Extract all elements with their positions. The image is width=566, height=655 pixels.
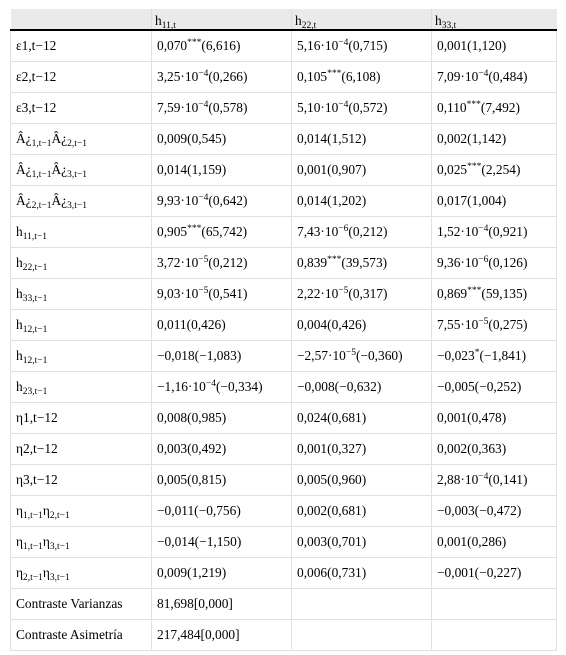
- h11-cell: [152, 93, 292, 124]
- cell-text: −0,005(−0,252): [437, 379, 522, 394]
- cell-text: 0,005(0,815): [157, 472, 227, 487]
- h11-cell: [152, 186, 292, 217]
- h11-cell: [152, 465, 292, 496]
- cell-text: 5,16·10: [297, 38, 339, 53]
- h33-cell: [432, 341, 557, 372]
- cell-text: ε3,t−12: [16, 100, 57, 115]
- subscript-text: 2,t−1: [49, 511, 70, 521]
- table-row: [11, 217, 557, 248]
- cell-text: 2,22·10: [297, 286, 339, 301]
- cell-text: 0,001(0,327): [297, 441, 367, 456]
- cell-text: 0,002(0,681): [297, 503, 367, 518]
- table-row: [11, 465, 557, 496]
- row-label-cell: [11, 620, 152, 651]
- table-row: [11, 341, 557, 372]
- h33-cell: [432, 496, 557, 527]
- h33-cell: [432, 434, 557, 465]
- cell-text: 0,070: [157, 38, 188, 53]
- cell-text: 7,09·10: [437, 69, 479, 84]
- table-row: [11, 186, 557, 217]
- superscript-text: ***: [187, 38, 202, 48]
- h22-cell: [292, 62, 432, 93]
- cell-text: (−1,841): [479, 348, 527, 363]
- cell-text: h: [16, 379, 23, 394]
- cell-text: 9,93·10: [157, 193, 199, 208]
- cell-text: (−0,360): [355, 348, 403, 363]
- cell-text: −2,57·10: [297, 348, 346, 363]
- h11-cell: [152, 372, 292, 403]
- cell-text: 0,003(0,701): [297, 534, 367, 549]
- table-row: [11, 62, 557, 93]
- superscript-text: ***: [327, 69, 342, 79]
- row-label-cell: [11, 434, 152, 465]
- cell-text: −0,018(−1,083): [157, 348, 242, 363]
- h33-cell: [432, 403, 557, 434]
- cell-text: (0,126): [488, 255, 528, 270]
- cell-text: (7,492): [480, 100, 520, 115]
- cell-text: Â¿: [51, 131, 68, 146]
- cell-text: 5,10·10: [297, 100, 339, 115]
- cell-text: (0,541): [208, 286, 248, 301]
- cell-text: η1,t−12: [16, 410, 58, 425]
- cell-text: 9,03·10: [157, 286, 199, 301]
- cell-text: (0,715): [348, 38, 388, 53]
- superscript-text: −6: [478, 255, 489, 265]
- cell-text: (0,921): [488, 224, 528, 239]
- header-cell-blank: [11, 9, 152, 30]
- cell-text: Â¿: [51, 193, 68, 208]
- superscript-text: ***: [187, 224, 202, 234]
- superscript-text: −5: [478, 317, 489, 327]
- h22-cell: [292, 186, 432, 217]
- cell-text: (0,572): [348, 100, 388, 115]
- row-label-cell: [11, 372, 152, 403]
- superscript-text: −4: [478, 224, 489, 234]
- subscript-text: 12,t−1: [22, 325, 48, 335]
- cell-text: 0,014(1,159): [157, 162, 227, 177]
- cell-text: η2,t−12: [16, 441, 58, 456]
- row-label-cell: [11, 465, 152, 496]
- cell-text: 0,025: [437, 162, 468, 177]
- superscript-text: ***: [467, 286, 482, 296]
- cell-text: 0,001(0,478): [437, 410, 507, 425]
- superscript-text: −6: [338, 224, 349, 234]
- h33-cell: [432, 589, 557, 620]
- h33-cell: [432, 30, 557, 62]
- subscript-text: 1,t−1: [31, 170, 52, 180]
- h22-cell: [292, 248, 432, 279]
- subscript-text: 1,t−1: [23, 542, 43, 552]
- row-label-cell: [11, 217, 152, 248]
- cell-text: (−0,334): [215, 379, 263, 394]
- table-body: [11, 30, 557, 651]
- h22-cell: [292, 465, 432, 496]
- cell-text: Â¿: [16, 193, 32, 208]
- h11-cell: [152, 403, 292, 434]
- h22-cell: [292, 496, 432, 527]
- h33-cell: [432, 62, 557, 93]
- cell-text: −1,16·10: [157, 379, 206, 394]
- superscript-text: −4: [338, 100, 349, 110]
- subscript-text: 33,t−1: [22, 294, 48, 304]
- h11-cell: [152, 589, 292, 620]
- table-row: [11, 310, 557, 341]
- cell-text: Â¿: [16, 131, 32, 146]
- h11-cell: [152, 62, 292, 93]
- row-label-cell: [11, 341, 152, 372]
- h11-cell: [152, 620, 292, 651]
- h22-cell: [292, 372, 432, 403]
- cell-text: 0,006(0,731): [297, 565, 367, 580]
- table-row: [11, 589, 557, 620]
- cell-text: Â¿: [51, 162, 68, 177]
- cell-text: 0,017(1,004): [437, 193, 507, 208]
- subscript-text: 3,t−1: [49, 573, 70, 583]
- cell-text: (6,616): [201, 38, 241, 53]
- cell-text: (0,275): [488, 317, 528, 332]
- subscript-text: 1,t−1: [23, 511, 43, 521]
- row-label-cell: [11, 279, 152, 310]
- row-label-cell: [11, 558, 152, 589]
- cell-text: 0,005(0,960): [297, 472, 367, 487]
- cell-text: Contraste Varianzas: [16, 596, 123, 611]
- h33-cell: [432, 527, 557, 558]
- superscript-text: −4: [478, 472, 489, 482]
- h11-cell: [152, 434, 292, 465]
- h33-cell: [432, 124, 557, 155]
- cell-text: −0,023: [437, 348, 475, 363]
- row-label-cell: [11, 155, 152, 186]
- subscript-text: 3,t−1: [67, 170, 87, 180]
- row-label-cell: [11, 527, 152, 558]
- cell-text: (39,573): [341, 255, 388, 270]
- cell-text: Contraste Asimetría: [16, 627, 123, 642]
- h11-cell: [152, 30, 292, 62]
- subscript-text: 1,t−1: [31, 139, 52, 149]
- cell-text: h: [16, 286, 23, 301]
- cell-text: 81,698[0,000]: [157, 596, 233, 611]
- cell-text: (0,266): [208, 69, 248, 84]
- h11-cell: [152, 155, 292, 186]
- table-row: [11, 558, 557, 589]
- h22-cell: [292, 589, 432, 620]
- h11-cell: [152, 124, 292, 155]
- cell-text: 0,002(0,363): [437, 441, 507, 456]
- cell-text: 0,009(0,545): [157, 131, 227, 146]
- cell-text: 0,869: [437, 286, 468, 301]
- cell-text: 217,484[0,000]: [157, 627, 240, 642]
- cell-text: (0,141): [488, 472, 528, 487]
- h22-cell: [292, 434, 432, 465]
- cell-text: −0,001(−0,227): [437, 565, 522, 580]
- cell-text: 0,009(1,219): [157, 565, 227, 580]
- cell-text: 0,002(1,142): [437, 131, 507, 146]
- h11-cell: [152, 248, 292, 279]
- cell-text: 1,52·10: [437, 224, 479, 239]
- h11-cell: [152, 310, 292, 341]
- subscript-text: 2,t−1: [67, 139, 87, 149]
- h33-cell: [432, 93, 557, 124]
- cell-text: 0,001(1,120): [437, 38, 507, 53]
- h22-cell: [292, 30, 432, 62]
- table-row: [11, 434, 557, 465]
- superscript-text: −4: [198, 100, 209, 110]
- cell-text: 0,008(0,985): [157, 410, 227, 425]
- cell-text: h: [16, 224, 23, 239]
- superscript-text: −4: [198, 193, 209, 203]
- subscript-text: 2,t−1: [31, 201, 52, 211]
- cell-text: (59,135): [481, 286, 528, 301]
- cell-text: η: [16, 565, 24, 580]
- row-label-cell: [11, 30, 152, 62]
- row-label-cell: [11, 124, 152, 155]
- results-table-container: [10, 9, 556, 651]
- row-label-cell: [11, 310, 152, 341]
- cell-text: (65,742): [201, 224, 248, 239]
- cell-text: 7,59·10: [157, 100, 199, 115]
- header-cell-h22: $h_{22,t}$: [292, 9, 432, 30]
- cell-text: (0,212): [348, 224, 388, 239]
- subscript-text: 23,t−1: [22, 387, 48, 397]
- header-cell-h33: $h_{33,t}$: [432, 9, 557, 30]
- h22-cell: [292, 310, 432, 341]
- superscript-text: −4: [205, 379, 216, 389]
- superscript-text: −4: [198, 69, 209, 79]
- cell-text: (0,578): [208, 100, 248, 115]
- cell-text: 0,004(0,426): [297, 317, 367, 332]
- cell-text: η: [16, 534, 24, 549]
- header-cell-h11: $h_{11,t}$: [152, 9, 292, 30]
- superscript-text: *: [474, 348, 480, 358]
- table-row: [11, 155, 557, 186]
- cell-text: Â¿: [16, 162, 32, 177]
- row-label-cell: [11, 403, 152, 434]
- h33-cell: [432, 186, 557, 217]
- cell-text: 0,001(0,907): [297, 162, 367, 177]
- cell-text: η: [42, 503, 50, 518]
- table-row: [11, 124, 557, 155]
- table-row: [11, 527, 557, 558]
- subscript-text: 3,t−1: [67, 201, 87, 211]
- superscript-text: ***: [467, 162, 482, 172]
- h22-cell: [292, 217, 432, 248]
- superscript-text: ***: [327, 255, 342, 265]
- h33-cell: [432, 558, 557, 589]
- row-label-cell: [11, 93, 152, 124]
- table-row: [11, 93, 557, 124]
- h33-cell: [432, 279, 557, 310]
- superscript-text: −5: [198, 255, 209, 265]
- cell-text: 3,72·10: [157, 255, 199, 270]
- h22-cell: [292, 93, 432, 124]
- row-label-cell: [11, 496, 152, 527]
- cell-text: (0,642): [208, 193, 248, 208]
- cell-text: 0,105: [297, 69, 328, 84]
- table-header-row: [11, 9, 557, 30]
- h11-cell: [152, 279, 292, 310]
- h22-cell: [292, 403, 432, 434]
- table-row: [11, 279, 557, 310]
- cell-text: (0,484): [488, 69, 528, 84]
- h33-cell: [432, 217, 557, 248]
- cell-text: 0,011(0,426): [157, 317, 226, 332]
- row-label-cell: [11, 589, 152, 620]
- cell-text: 0,003(0,492): [157, 441, 227, 456]
- h11-cell: [152, 496, 292, 527]
- subscript-text: 3,t−1: [49, 542, 70, 552]
- superscript-text: ***: [466, 100, 481, 110]
- cell-text: 0,839: [297, 255, 328, 270]
- row-label-cell: [11, 186, 152, 217]
- h11-cell: [152, 217, 292, 248]
- cell-text: −0,011(−0,756): [157, 503, 241, 518]
- row-label-cell: [11, 62, 152, 93]
- row-label-cell: [11, 248, 152, 279]
- superscript-text: −4: [478, 69, 489, 79]
- cell-text: 0,024(0,681): [297, 410, 367, 425]
- superscript-text: −5: [198, 286, 209, 296]
- table-row: [11, 248, 557, 279]
- cell-text: ε1,t−12: [16, 38, 57, 53]
- superscript-text: −5: [345, 348, 356, 358]
- h22-cell: [292, 527, 432, 558]
- cell-text: h: [16, 255, 23, 270]
- cell-text: h: [16, 317, 23, 332]
- subscript-text: 11,t−1: [22, 232, 47, 242]
- table-row: [11, 403, 557, 434]
- table-row: [11, 30, 557, 62]
- results-table: [10, 9, 557, 651]
- cell-text: (6,108): [341, 69, 381, 84]
- cell-text: ε2,t−12: [16, 69, 57, 84]
- cell-text: 0,001(0,286): [437, 534, 507, 549]
- cell-text: −0,014(−1,150): [157, 534, 242, 549]
- cell-text: (2,254): [481, 162, 521, 177]
- cell-text: 9,36·10: [437, 255, 479, 270]
- cell-text: 0,014(1,202): [297, 193, 367, 208]
- h22-cell: [292, 620, 432, 651]
- cell-text: 7,43·10: [297, 224, 339, 239]
- cell-text: 2,88·10: [437, 472, 479, 487]
- h33-cell: [432, 155, 557, 186]
- h11-cell: [152, 527, 292, 558]
- cell-text: 0,905: [157, 224, 188, 239]
- h11-cell: [152, 558, 292, 589]
- h22-cell: [292, 279, 432, 310]
- cell-text: η: [16, 503, 24, 518]
- cell-text: (0,212): [208, 255, 248, 270]
- h11-cell: [152, 341, 292, 372]
- h33-cell: [432, 620, 557, 651]
- subscript-text: 12,t−1: [22, 356, 48, 366]
- table-row: [11, 620, 557, 651]
- superscript-text: −5: [338, 286, 349, 296]
- h22-cell: [292, 558, 432, 589]
- h22-cell: [292, 124, 432, 155]
- cell-text: 7,55·10: [437, 317, 479, 332]
- superscript-text: −4: [338, 38, 349, 48]
- h33-cell: [432, 310, 557, 341]
- cell-text: h: [16, 348, 23, 363]
- table-row: [11, 372, 557, 403]
- h22-cell: [292, 155, 432, 186]
- table-row: [11, 496, 557, 527]
- cell-text: 0,110: [437, 100, 467, 115]
- cell-text: η3,t−12: [16, 472, 58, 487]
- cell-text: η: [42, 534, 50, 549]
- cell-text: 0,014(1,512): [297, 131, 367, 146]
- cell-text: −0,003(−0,472): [437, 503, 522, 518]
- cell-text: η: [42, 565, 50, 580]
- h33-cell: [432, 248, 557, 279]
- h22-cell: [292, 341, 432, 372]
- h33-cell: [432, 465, 557, 496]
- subscript-text: 2,t−1: [23, 573, 43, 583]
- subscript-text: 22,t−1: [22, 263, 48, 273]
- h33-cell: [432, 372, 557, 403]
- cell-text: 3,25·10: [157, 69, 199, 84]
- cell-text: −0,008(−0,632): [297, 379, 382, 394]
- cell-text: (0,317): [348, 286, 388, 301]
